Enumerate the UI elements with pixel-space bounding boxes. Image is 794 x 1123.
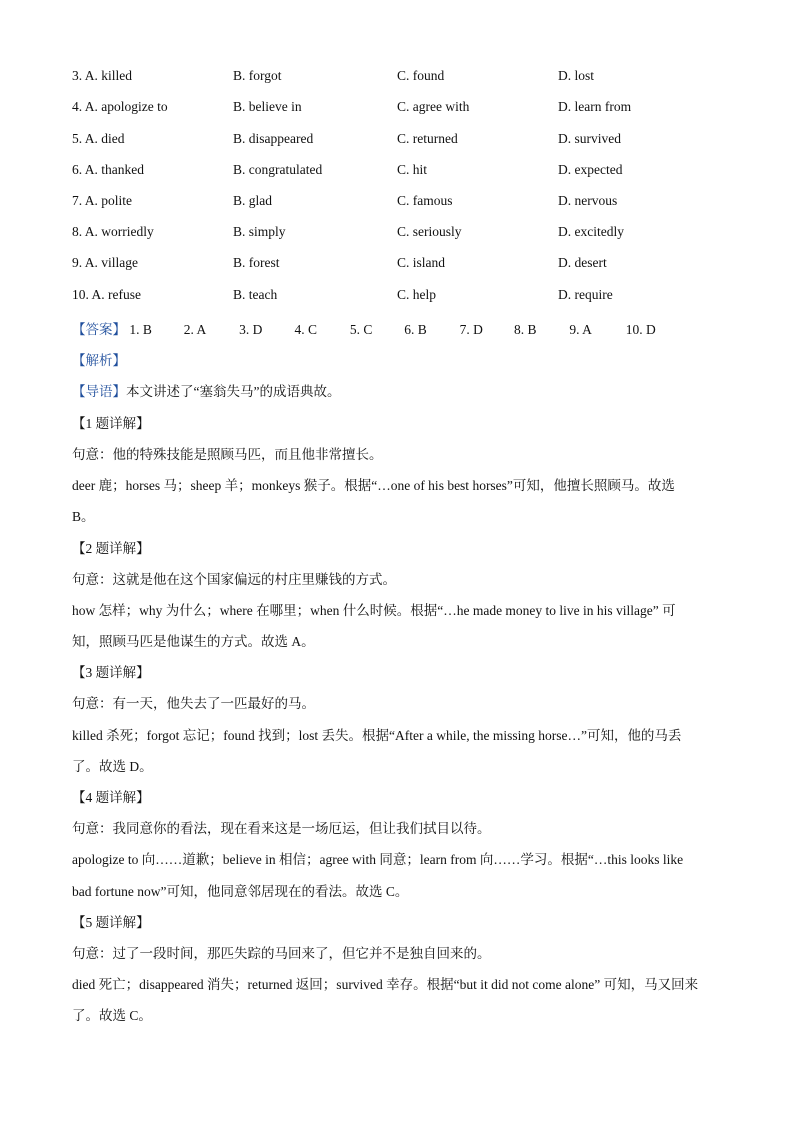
- explanation-line: apologize to 向……道歉；believe in 相信；agree with 同意；learn from 向……学习。根据“…this looks like: [72, 852, 684, 867]
- sentence-meaning: 句意：这就是他在这个国家偏远的村庄里赚钱的方式。: [72, 572, 396, 587]
- option-d: D. learn from: [558, 99, 632, 114]
- analysis-heading: 【解析】: [72, 353, 126, 368]
- option-b: B. forgot: [233, 68, 282, 83]
- answer-item: 9. A: [569, 322, 592, 337]
- explanation-line: 了。故选 D。: [72, 759, 153, 774]
- option-b: B. teach: [233, 287, 278, 302]
- guide-label: 【导语】: [72, 384, 126, 399]
- option-c: C. seriously: [397, 224, 462, 239]
- option-a: 5. A. died: [72, 131, 125, 146]
- explanation-line: 知，照顾马匹是他谋生的方式。故选 A。: [72, 634, 315, 649]
- question-4-options: [72, 99, 752, 119]
- option-c: C. hit: [397, 162, 428, 177]
- option-b: B. congratulated: [233, 162, 323, 177]
- answer-item: 6. B: [404, 322, 427, 337]
- section-heading: 【2 题详解】: [72, 541, 150, 556]
- option-a: 8. A. worriedly: [72, 224, 154, 239]
- section-heading: 【3 题详解】: [72, 665, 150, 680]
- option-c: C. island: [397, 255, 446, 270]
- section-heading: 【4 题详解】: [72, 790, 150, 805]
- option-b: B. glad: [233, 193, 272, 208]
- answer-item: 8. B: [514, 322, 537, 337]
- option-c: C. found: [397, 68, 445, 83]
- answer-item: 7. D: [459, 322, 483, 337]
- option-a: 4. A. apologize to: [72, 99, 168, 114]
- question-10-options: [72, 287, 752, 307]
- question-9-options: [72, 255, 752, 275]
- option-d: D. excitedly: [558, 224, 624, 239]
- answer-item: 2. A: [183, 322, 207, 337]
- explanation-line: 了。故选 C。: [72, 1008, 152, 1023]
- option-d: D. lost: [558, 68, 595, 83]
- option-b: B. disappeared: [233, 131, 314, 146]
- answer-item: 10. D: [625, 322, 656, 337]
- option-b: B. believe in: [233, 99, 302, 114]
- option-a: 10. A. refuse: [72, 287, 141, 302]
- sentence-meaning: 句意：他的特殊技能是照顾马匹，而且他非常擅长。: [72, 447, 383, 462]
- option-a: 9. A. village: [72, 255, 138, 270]
- answer-item: 5. C: [349, 322, 373, 337]
- section-heading: 【1 题详解】: [72, 416, 150, 431]
- explanation-line: killed 杀死；forgot 忘记；found 找到；lost 丢失。根据“After a while, the missing horse…”可知，他的马丢: [72, 728, 682, 743]
- guide-paragraph: [72, 380, 732, 400]
- option-c: C. agree with: [397, 99, 470, 114]
- option-b: B. forest: [233, 255, 280, 270]
- sentence-meaning: 句意：我同意你的看法，现在看来这是一场厄运，但让我们拭目以待。: [72, 821, 491, 836]
- explanation-line: how 怎样；why 为什么；where 在哪里；when 什么时候。根据“…he made money to live in his village” 可: [72, 603, 676, 618]
- answer-item: 4. C: [294, 322, 318, 337]
- option-a: 6. A. thanked: [72, 162, 144, 177]
- question-7-options: [72, 193, 752, 213]
- question-5-options: [72, 131, 752, 151]
- sentence-meaning: 句意：过了一段时间，那匹失踪的马回来了，但它并不是独自回来的。: [72, 946, 491, 961]
- answer-item: 1. B: [129, 322, 152, 337]
- option-a: 7. A. polite: [72, 193, 132, 208]
- answer-item: 3. D: [239, 322, 263, 337]
- section-heading: 【5 题详解】: [72, 915, 150, 930]
- answer-key: [72, 318, 656, 338]
- option-d: D. expected: [558, 162, 623, 177]
- explanation-line: B。: [72, 509, 95, 524]
- guide-text: 本文讲述了“塞翁失马”的成语典故。: [126, 384, 341, 399]
- option-b: B. simply: [233, 224, 286, 239]
- answer-label: 【答案】: [72, 322, 126, 337]
- question-8-options: [72, 224, 752, 244]
- option-c: C. famous: [397, 193, 453, 208]
- option-c: C. returned: [397, 131, 458, 146]
- question-6-options: [72, 162, 752, 182]
- option-d: D. survived: [558, 131, 621, 146]
- option-d: D. desert: [558, 255, 607, 270]
- question-3-options: [72, 68, 752, 88]
- explanation-line: deer 鹿；horses 马；sheep 羊；monkeys 猴子。根据“…one of his best horses”可知，他擅长照顾马。故选: [72, 478, 675, 493]
- option-d: D. require: [558, 287, 613, 302]
- option-a: 3. A. killed: [72, 68, 132, 83]
- explanation-line: bad fortune now”可知，他同意邻居现在的看法。故选 C。: [72, 884, 409, 899]
- sentence-meaning: 句意：有一天，他失去了一匹最好的马。: [72, 696, 315, 711]
- option-c: C. help: [397, 287, 436, 302]
- option-d: D. nervous: [558, 193, 618, 208]
- explanation-line: died 死亡；disappeared 消失；returned 返回；survived 幸存。根据“but it did not come alone” 可知，马又回来: [72, 977, 699, 992]
